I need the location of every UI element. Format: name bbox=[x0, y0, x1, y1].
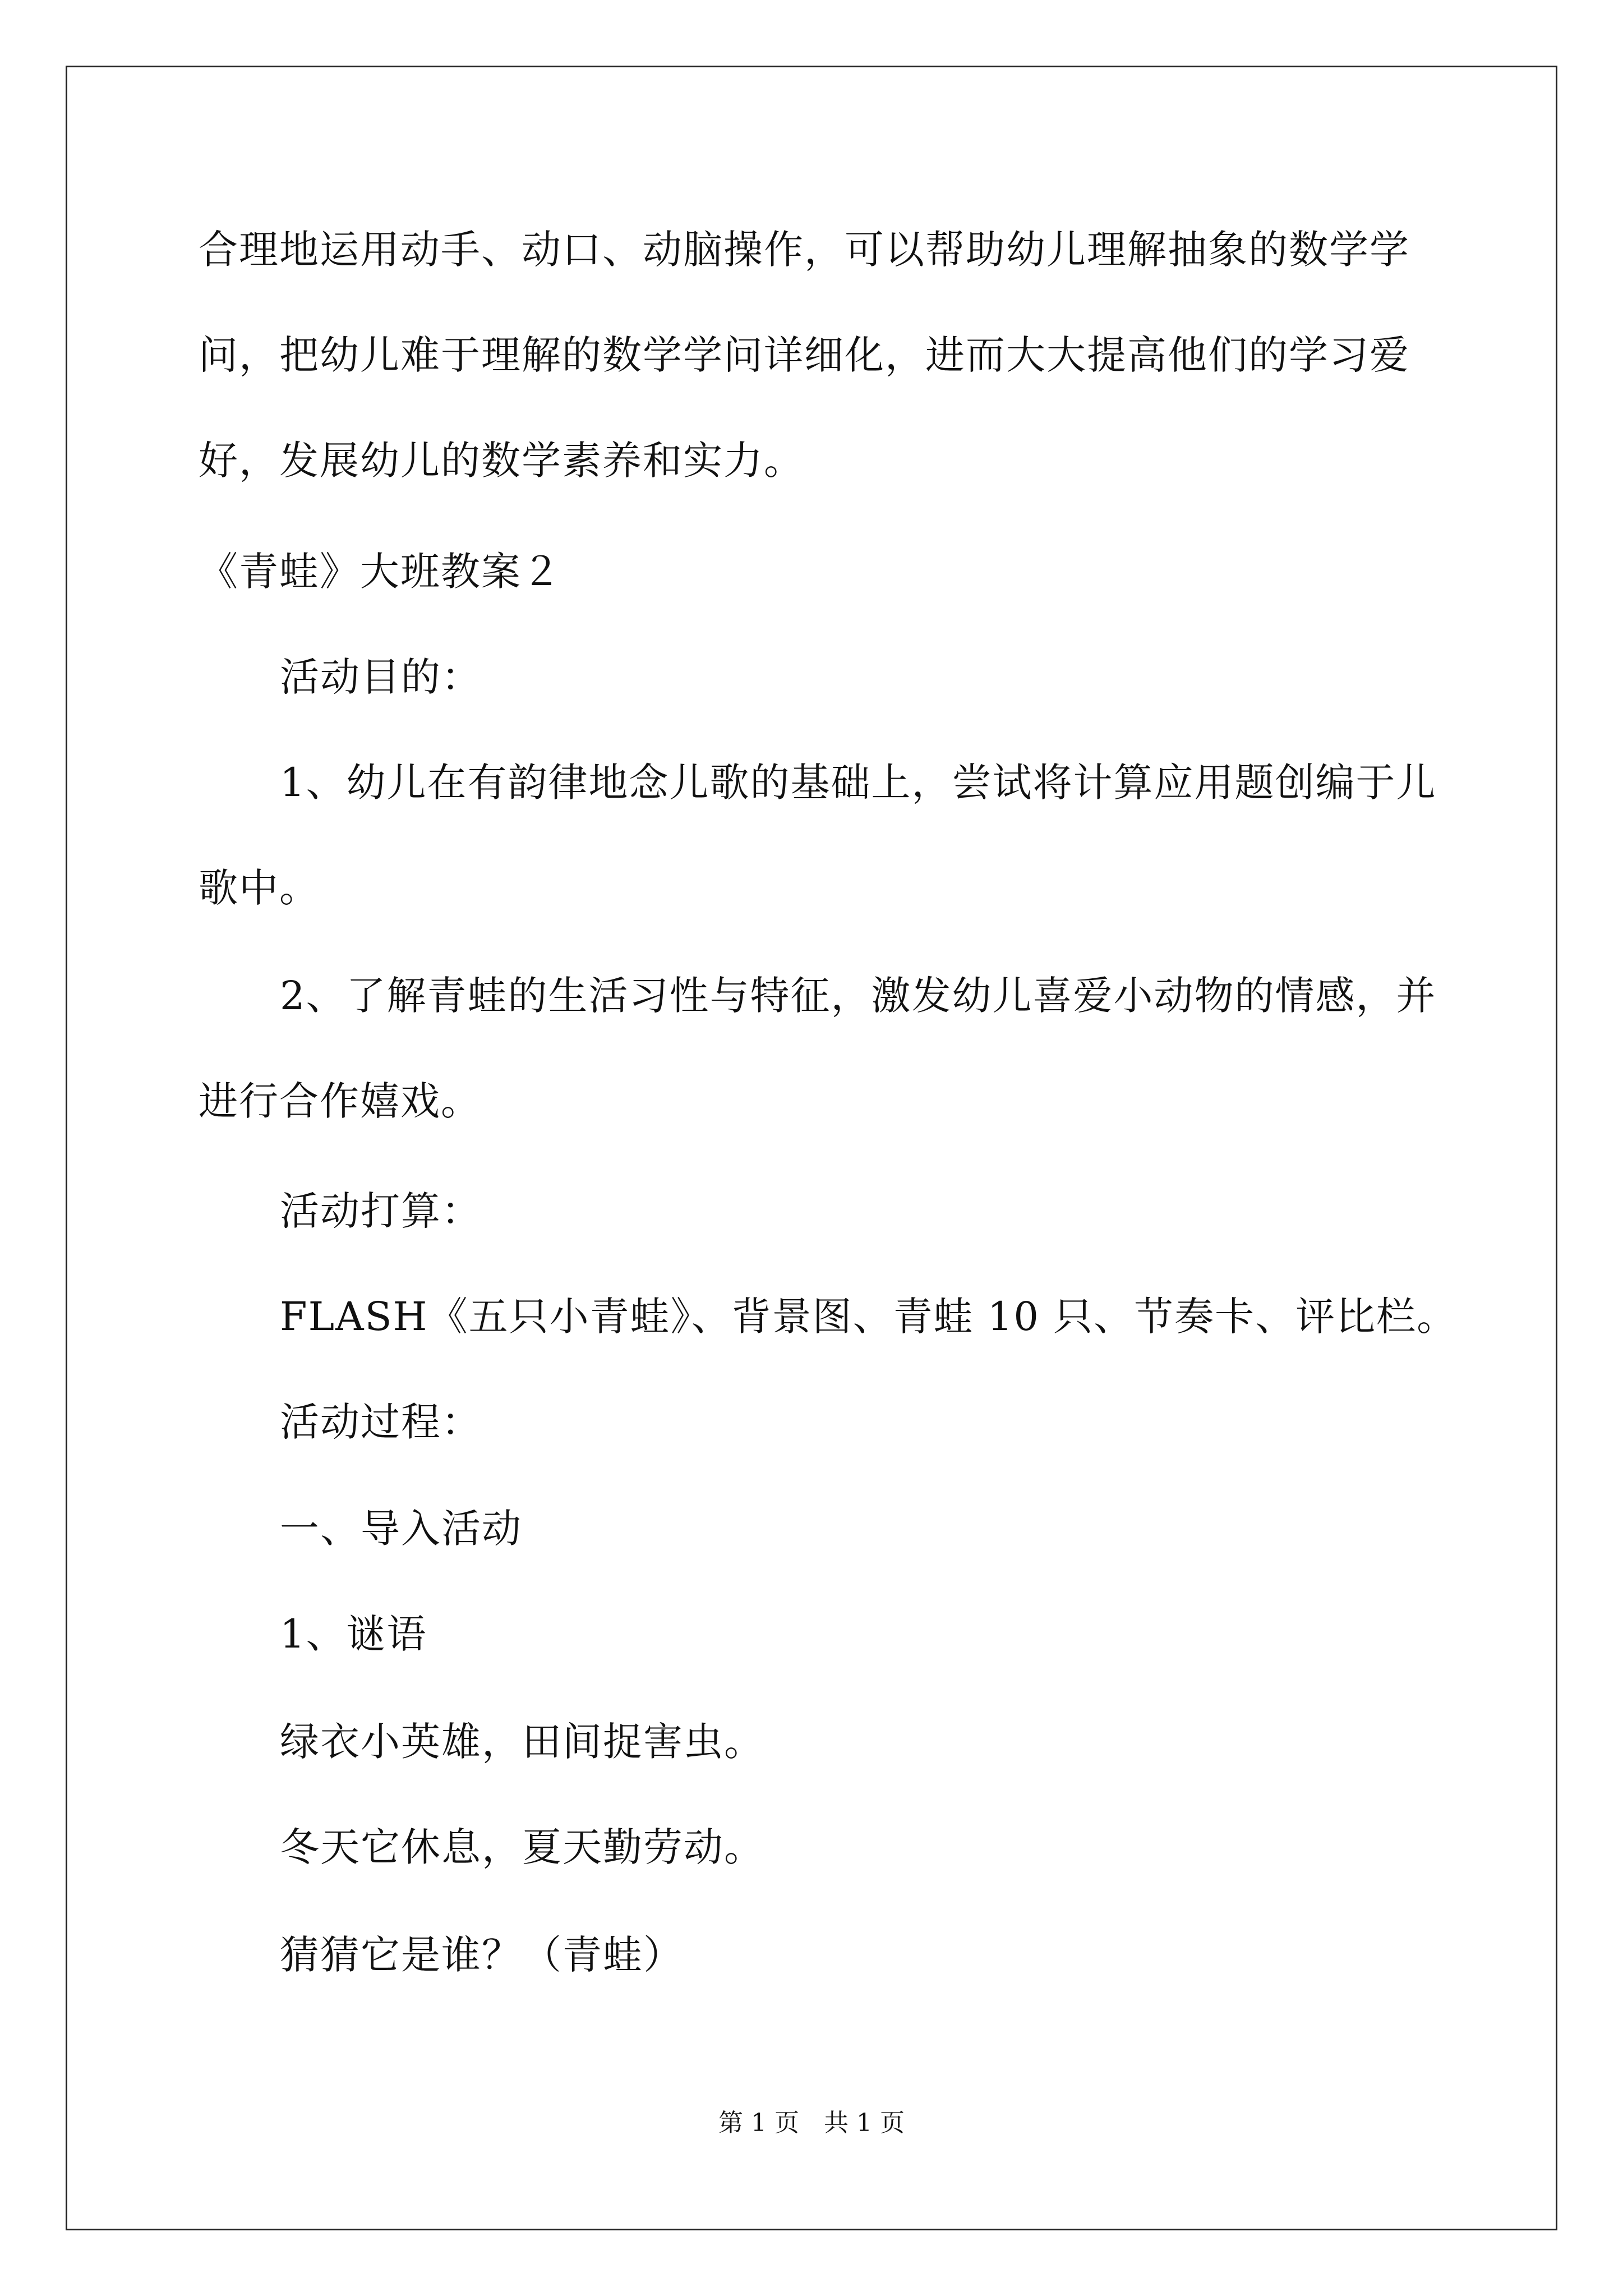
page-border bbox=[66, 66, 1557, 2230]
objective-item: 2、了解青蛙的生活习性与特征，激发幼儿喜爱小动物的情感，并 bbox=[280, 973, 1437, 1019]
page-footer: 第 1 页 共 1 页 bbox=[718, 2109, 905, 2137]
heading-process: 活动过程： bbox=[280, 1399, 482, 1445]
paragraph-line: 进行合作嬉戏。 bbox=[199, 1078, 481, 1124]
step-heading: 一、导入活动 bbox=[280, 1506, 522, 1552]
paragraph-line: 好，发展幼儿的数学素养和实力。 bbox=[199, 438, 804, 484]
heading-objectives: 活动目的： bbox=[280, 654, 482, 700]
paragraph-line: 歌中。 bbox=[199, 865, 320, 911]
step-item: 1、谜语 bbox=[280, 1611, 427, 1657]
materials-line: FLASH《五只小青蛙》、背景图、青蛙 10 只、节奏卡、评比栏。 bbox=[280, 1294, 1458, 1340]
objective-item: 1、幼儿在有韵律地念儿歌的基础上，尝试将计算应用题创编于儿 bbox=[280, 760, 1437, 806]
heading-preparation: 活动打算： bbox=[280, 1188, 482, 1234]
riddle-line: 绿衣小英雄，田间捉害虫。 bbox=[280, 1719, 764, 1765]
paragraph-line: 合理地运用动手、动口、动脑操作，可以帮助幼儿理解抽象的数学学 bbox=[199, 227, 1410, 273]
paragraph-line: 问，把幼儿难于理解的数学学问详细化，进而大大提高他们的学习爱 bbox=[199, 332, 1410, 378]
riddle-line: 猜猜它是谁？（青蛙） bbox=[280, 1932, 684, 1978]
section-title: 《青蛙》大班教案２ bbox=[199, 549, 562, 595]
riddle-line: 冬天它休息，夏天勤劳动。 bbox=[280, 1824, 764, 1870]
